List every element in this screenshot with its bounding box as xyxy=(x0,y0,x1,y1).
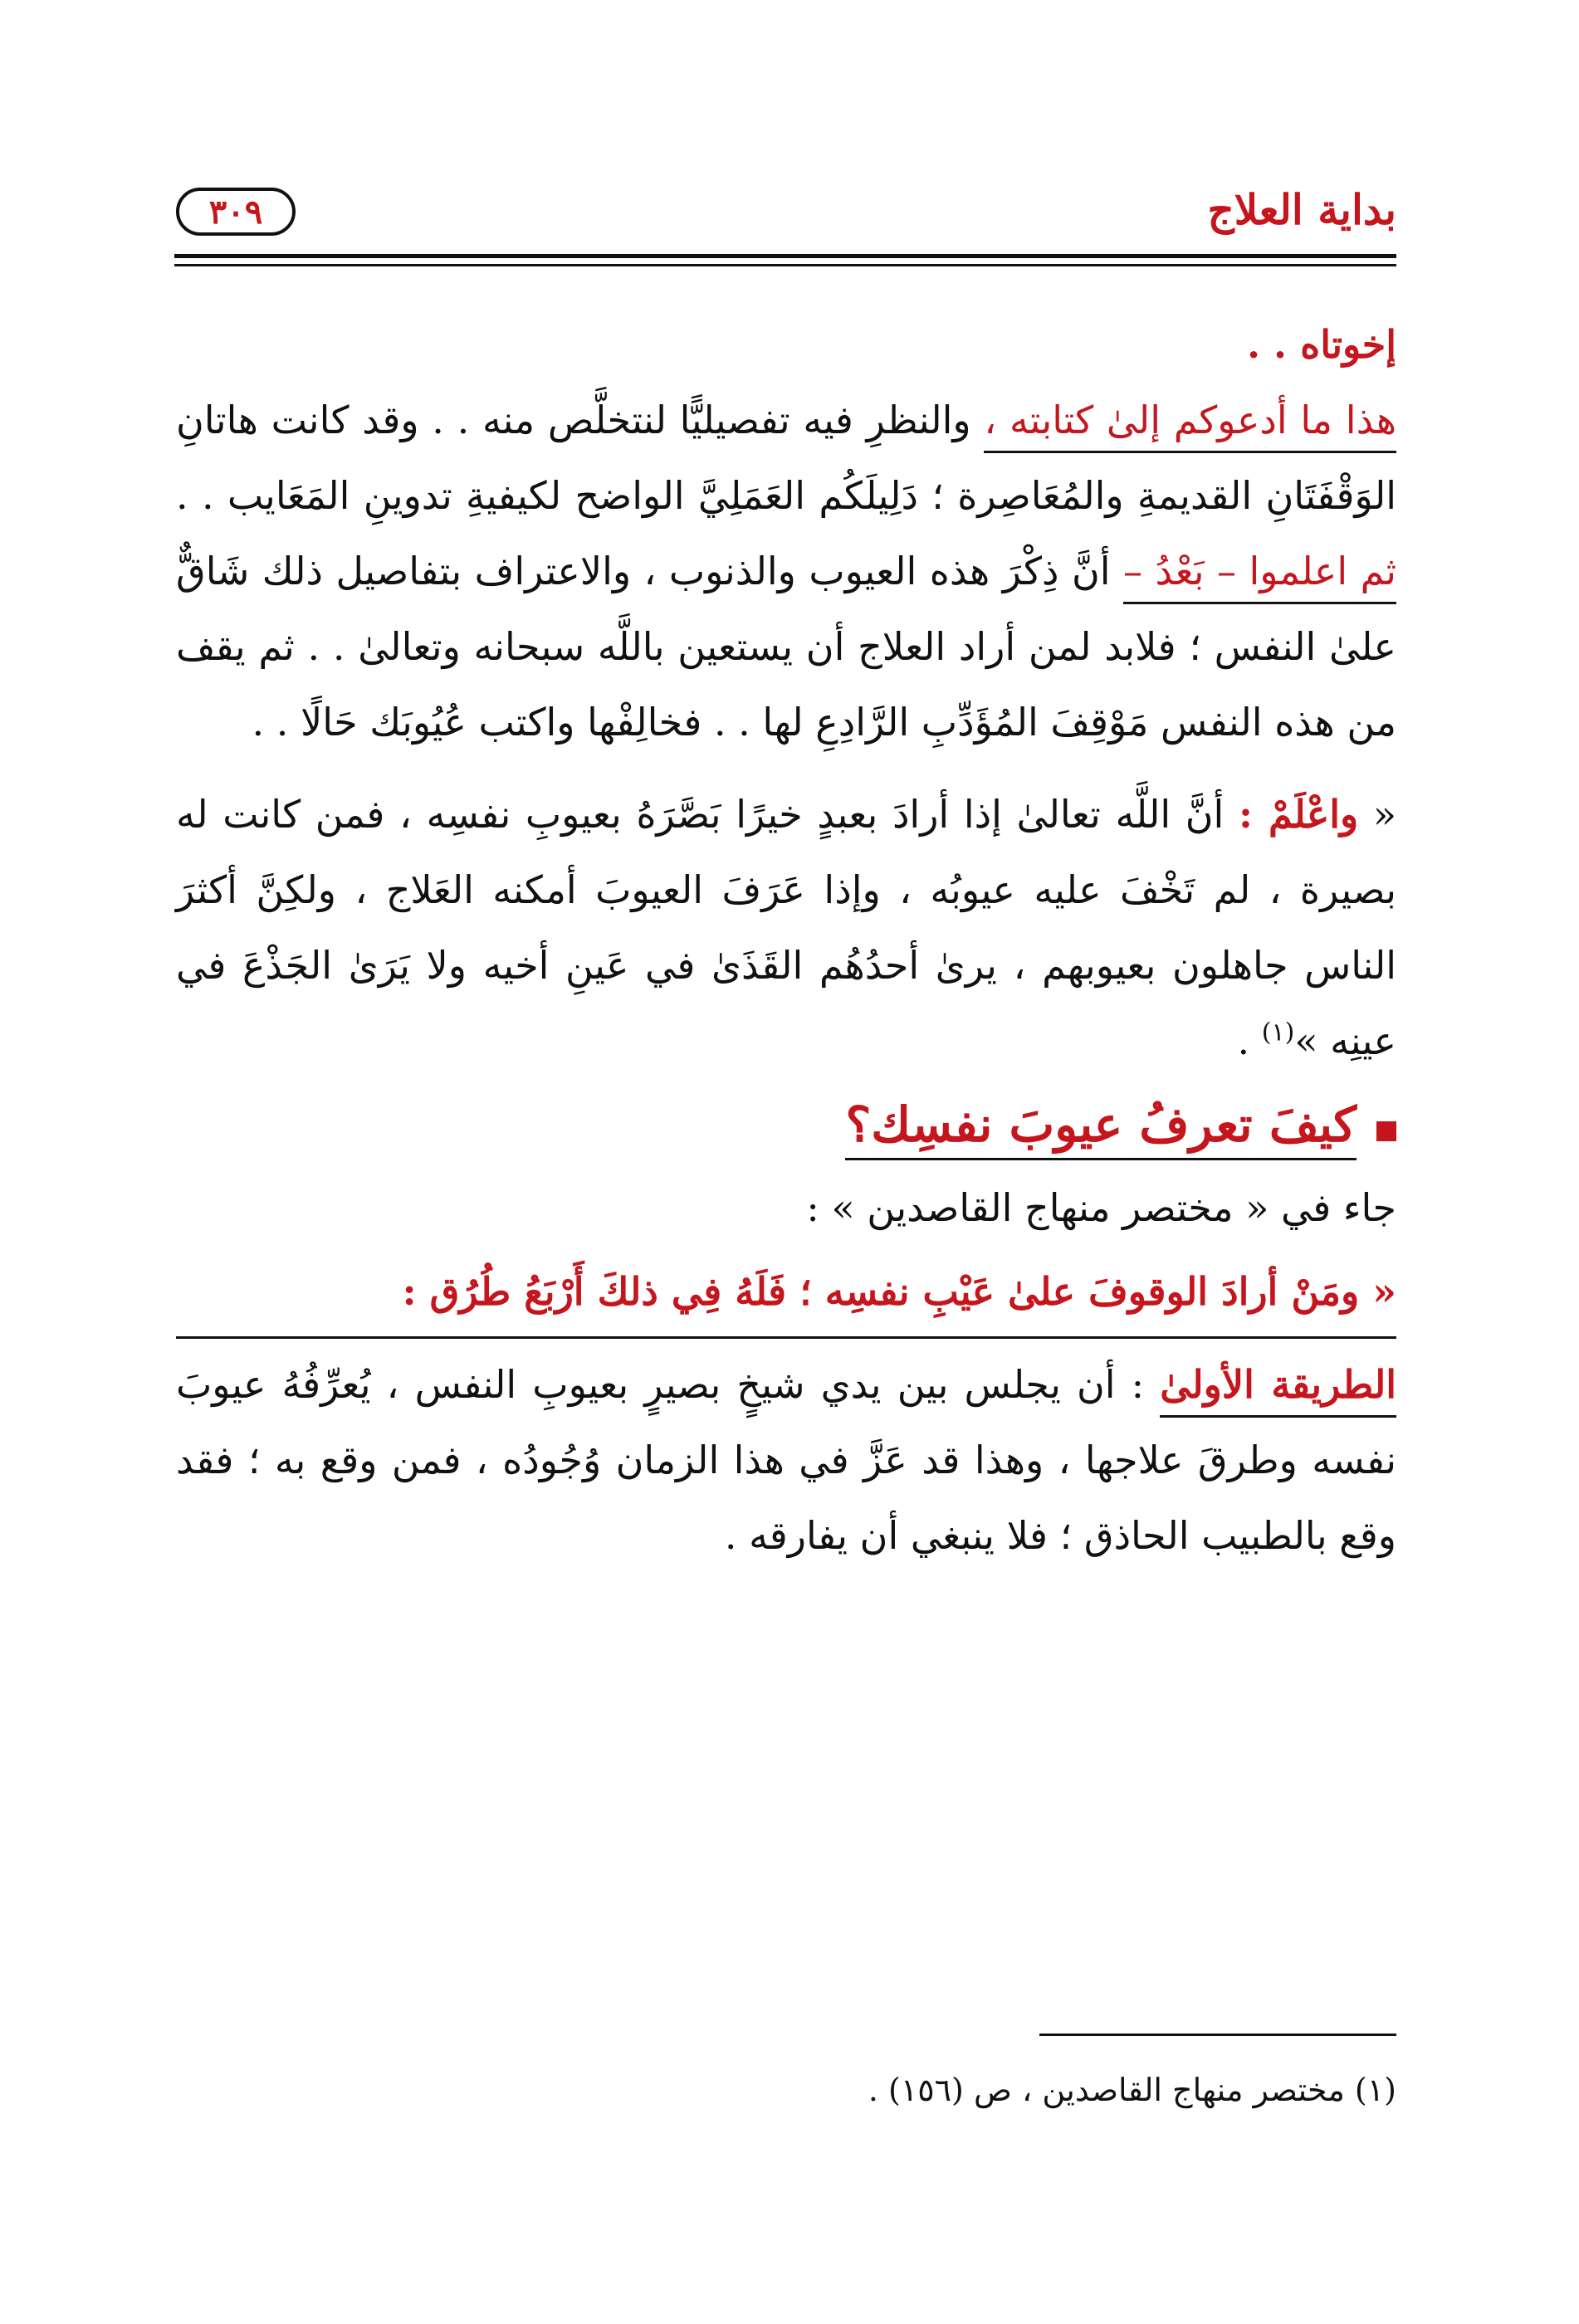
footnote: (١) مختصر منهاج القاصدين ، ص (١٥٦) . xyxy=(868,2072,1396,2108)
header-rule-top xyxy=(174,254,1396,258)
paragraph-1-highlight: هذا ما أدعوكم إلىٰ كتابته ، xyxy=(984,398,1396,453)
greeting: إخوتاه . . xyxy=(1247,322,1396,367)
paragraph-2-end: . xyxy=(1237,1018,1262,1063)
running-title: بداية العلاج xyxy=(1207,185,1396,234)
footnote-rule xyxy=(1039,2034,1396,2036)
paragraph-1-text: والنظرِ فيه تفصيليًّا لنتخلَّص منه . . وقد كانت هاتانِ الوَقْفَتَانِ القديمةِ والمُعَاصِرة ؛ دَلِيلَكُم العَمَلِيَّ الواضح لكيفيةِ تدوينِ المَعَايب . . xyxy=(176,398,1396,518)
paragraph-3: جاء في « مختصر منهاج القاصدين » : xyxy=(806,1185,1396,1230)
paragraph-4-highlight: الطريقة الأولىٰ xyxy=(1160,1362,1396,1418)
section-heading xyxy=(176,1079,1396,1170)
page-number: ٣٠٩ xyxy=(176,188,296,236)
section-heading-text: كيفَ تعرفُ عيوبَ نفسِك؟ xyxy=(845,1096,1357,1160)
paragraph-2-text: أنَّ اللَّه تعالىٰ إذا أرادَ بعبدٍ خيرًا بَصَّرَهُ بعيوبِ نفسِه ، فمن كانت له بصيرة ، لم تَخْفَ عليه عيوبُه ، وإذا عَرَفَ العيوبَ أمكنه العَلاج ، ولكِنَّ أكثرَ الناس جاهلون بعيوبهم ، يرىٰ أحدُهُم القَذَىٰ في عَينِ أخيه ولا يَرَىٰ الجَذْعَ في عينِه » xyxy=(176,792,1396,1063)
quote-open: « xyxy=(1358,792,1397,837)
paragraph-4-text: : أن يجلس بين يدي شيخٍ بصيرٍ بعيوبِ النفس ، يُعرِّفُهُ عيوبَ نفسه وطرقَ علاجها ، وهذا قد عَزَّ في هذا الزمان وُجُودُه ، فمن وقع به ؛ فقد وقع بالطبيب الحاذق ؛ فلا ينبغي أن يفارقه . xyxy=(176,1362,1396,1558)
footnote-reference[interactable]: (١) xyxy=(1261,1018,1295,1047)
spacer xyxy=(176,760,1396,777)
main-text xyxy=(176,307,1396,1574)
quoted-statement: « ومَنْ أرادَ الوقوفَ علىٰ عَيْبِ نفسِه ؛ فَلَهُ فِي ذلكَ أَرْبَعُ طُرُق : xyxy=(176,1254,1396,1339)
paragraph-1 xyxy=(176,383,1396,760)
header-rule-bottom xyxy=(174,264,1396,266)
paragraph-4 xyxy=(176,1347,1396,1574)
square-bullet-icon xyxy=(1376,1121,1396,1141)
paragraph-1-text-2: أنَّ ذِكْرَ هذه العيوب والذنوب ، والاعتراف بتفاصيل ذلك شَاقٌّ علىٰ النفس ؛ فلابد لمن أراد العلاج أن يستعين باللَّه سبحانه وتعالىٰ . . ثم يقف من هذه النفس مَوْقِفَ المُؤَدِّبِ الرَّادِعِ لها . . فخالِفْها واكتب عُيُوبَك حَالًا . . xyxy=(176,549,1396,745)
paragraph-2-highlight: واعْلَمْ : xyxy=(1238,792,1359,837)
paragraph-2 xyxy=(176,777,1396,1079)
paragraph-1-highlight-2: ثم اعلموا – بَعْدُ – xyxy=(1123,549,1396,604)
